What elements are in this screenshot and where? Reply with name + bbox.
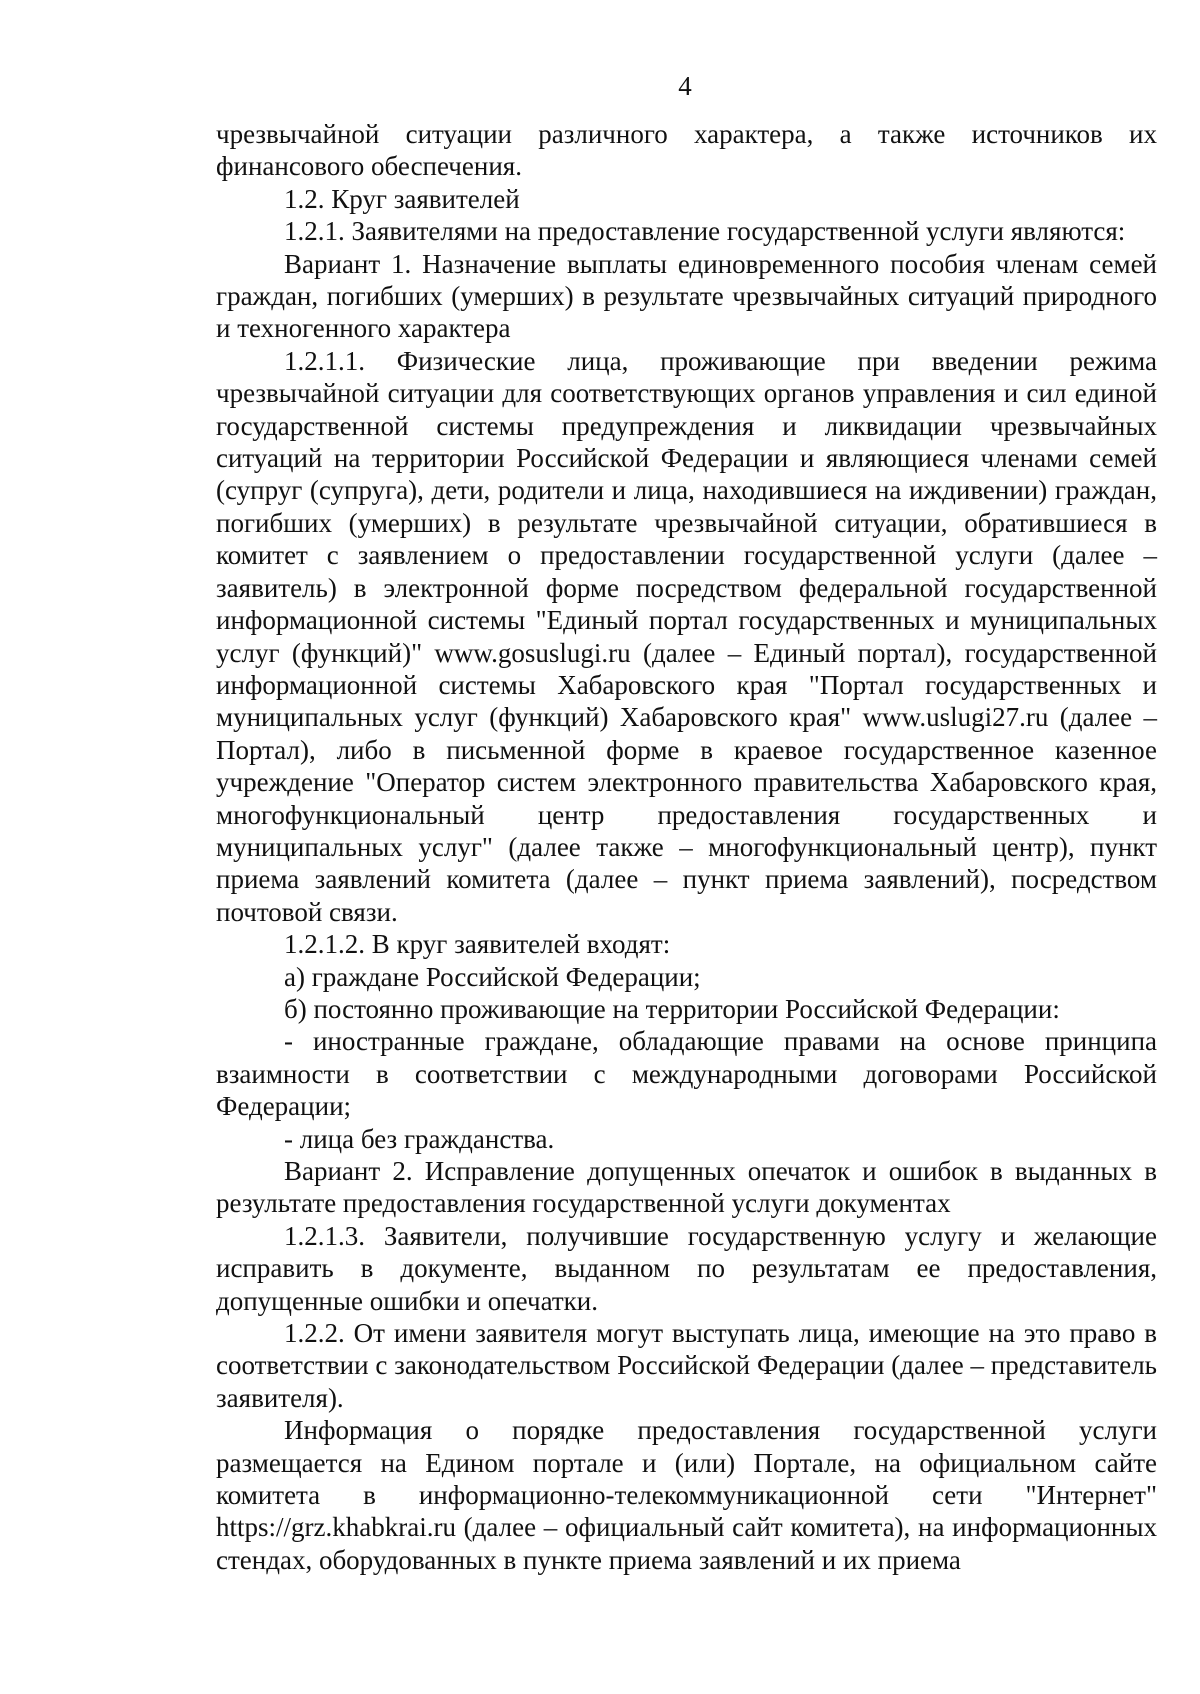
paragraph-continuation: чрезвычайной ситуации различного характера, а также источников их финансового обеспечения. bbox=[216, 119, 1157, 182]
paragraph-1-2-1: 1.2.1. Заявителями на предоставление государственной услуги являются: bbox=[284, 216, 1126, 247]
page-number: 4 bbox=[678, 71, 692, 101]
section-heading-applicants: 1.2. Круг заявителей bbox=[284, 183, 520, 214]
list-item-b: б) постоянно проживающие на территории Российской Федерации: bbox=[284, 993, 1060, 1024]
document-body bbox=[216, 118, 1157, 1576]
paragraph-variant-2: Вариант 2. Исправление допущенных опечаток и ошибок в выданных в результате предоставления государственной услуги документах bbox=[216, 1156, 1157, 1219]
paragraph-1-2-1-2: 1.2.1.2. В круг заявителей входят: bbox=[284, 929, 671, 960]
list-item-stateless: - лица без гражданства. bbox=[284, 1123, 555, 1154]
list-item-foreign-citizens: - иностранные граждане, обладающие правами на основе принципа взаимности в соответствии с международными договорами Российской Федерации; bbox=[216, 1026, 1157, 1122]
list-item-a: а) граждане Российской Федерации; bbox=[284, 961, 701, 992]
paragraph-variant-1: Вариант 1. Назначение выплаты единовременного пособия членам семей граждан, погибших (умерших) в результате чрезвычайных ситуаций природного и техногенного характера bbox=[216, 248, 1157, 344]
paragraph-1-2-1-3: 1.2.1.3. Заявители, получившие государственную услугу и желающие исправить в документе, выданном по результатам ее предоставления, допущенные ошибки и опечатки. bbox=[216, 1220, 1157, 1316]
paragraph-1-2-1-1: 1.2.1.1. Физические лица, проживающие при введении режима чрезвычайной ситуации для соответствующих органов управления и сил единой государственной системы предупреждения и ликвидации чрезвычайных ситуаций на территории Российской Федерации и являющиеся членами семей (супруг (супруга), дети, родители и лица, находившиеся на иждивении) граждан, погибших (умерших) в результате чрезвычайной ситуации, обратившиеся в комитет с заявлением о предоставлении государственной услуги (далее – заявитель) в электронной форме посредством федеральной государственной информационной системы "Единый портал государственных и муниципальных услуг (функций)" www.gosuslugi.ru (далее – Единый портал), государственной информационной системы Хабаровского края "Портал государственных и муниципальных услуг (функций) Хабаровского края" www.uslugi27.ru (далее – Портал), либо в письменной форме в краевое государственное казенное учреждение "Оператор систем электронного правительства Хабаровского края, многофункциональный центр предоставления государственных и муниципальных услуг" (далее также – многофункциональный центр), пункт приема заявлений комитета (далее – пункт приема заявлений), посредством почтовой связи. bbox=[216, 345, 1157, 927]
paragraph-1-2-2: 1.2.2. От имени заявителя могут выступать лица, имеющие на это право в соответствии с законодательством Российской Федерации (далее – представитель заявителя). bbox=[216, 1318, 1157, 1413]
paragraph-information: Информация о порядке предоставления государственной услуги размещается на Едином портале и (или) Портале, на официальном сайте комитета в информационно-телекоммуникационной сети "Интернет" https://grz.khabkrai.ru (далее – официальный сайт комитета), на информационных стендах, оборудованных в пункте приема заявлений и их приема bbox=[216, 1415, 1157, 1575]
